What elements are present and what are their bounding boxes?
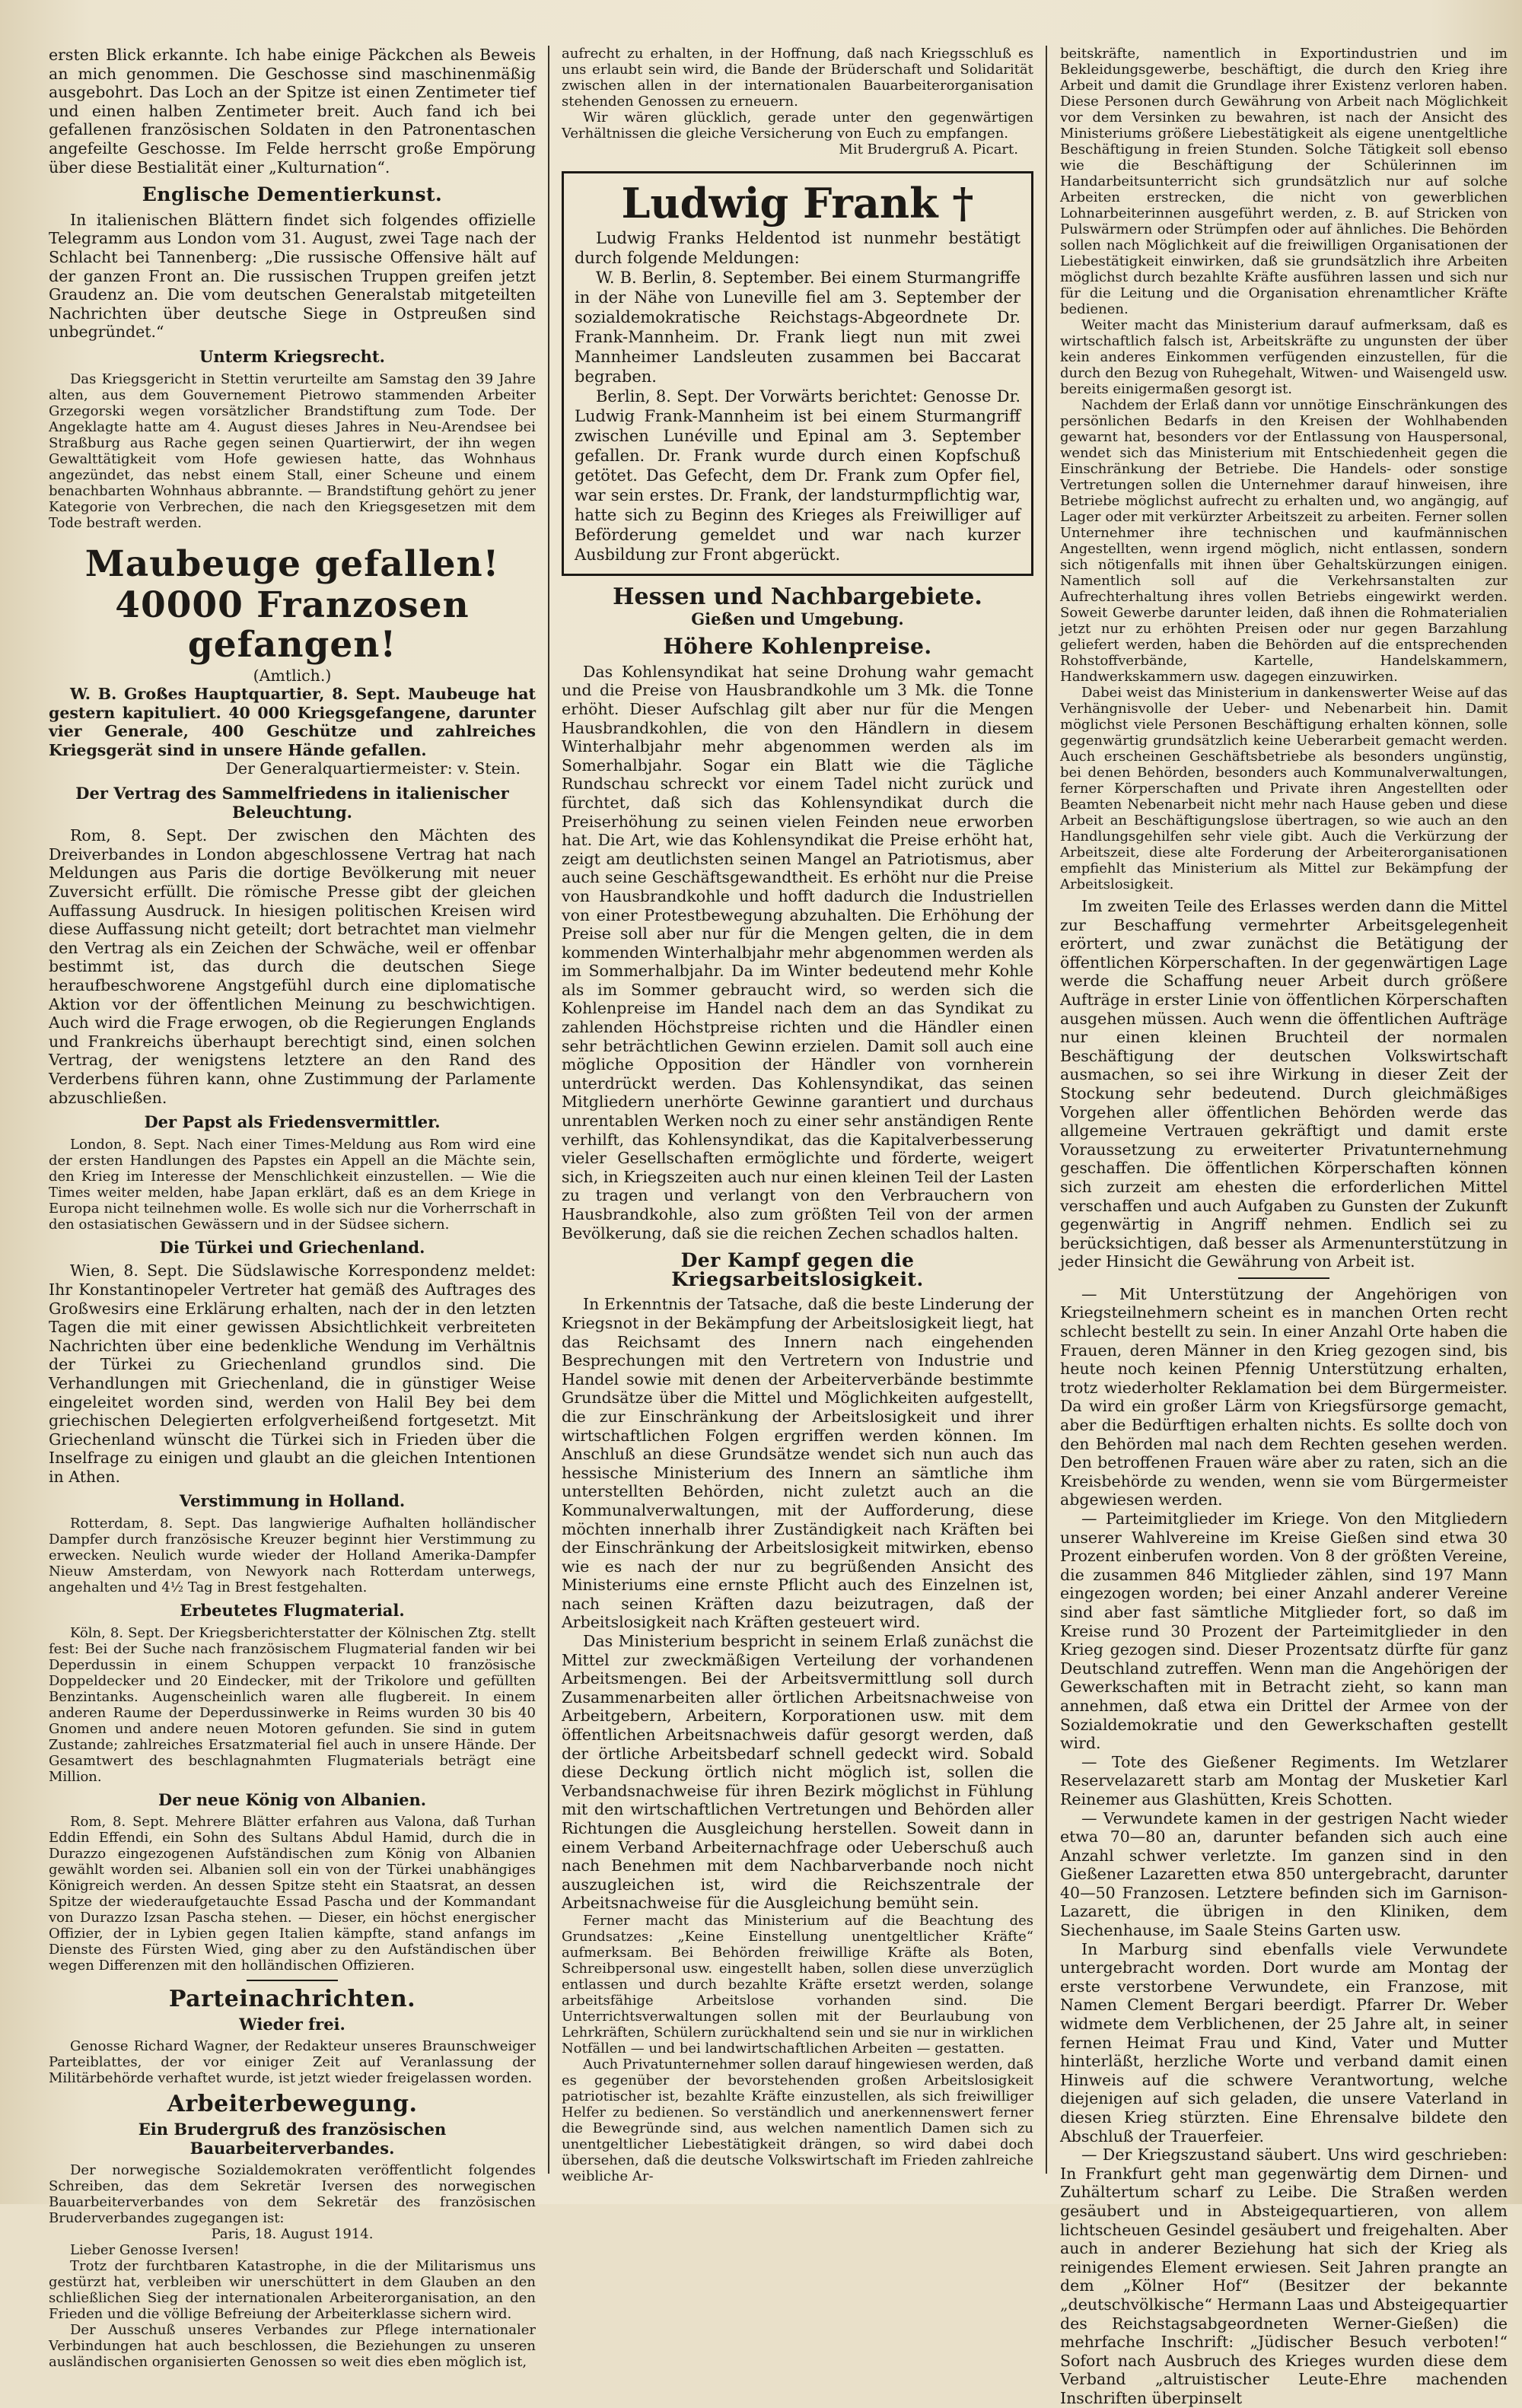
obituary-title: Ludwig Frank † [621,179,974,227]
article-text: W. B. Großes Hauptquartier, 8. Sept. Maubeuge hat gestern kapituliert. 40 000 Kriegsgefangene, darunter vier Generale, 400 Geschütze und zahlreiches Kriegsgerät sind in unsere Hände gefallen. [49,685,536,759]
article-text: W. B. Berlin, 8. September. Bei einem Sturmangriffe in der Nähe von Luneville fiel am 3. September der sozialdemokratische Reichstags-Abgeordnete Dr. Frank-Mannheim. Dr. Frank liegt nun mit zwei Mannheimer Landsleuten zusammen bei Baccarat begraben. [575,269,1021,386]
signature: Mit Brudergruß A. Picart. [839,142,1018,157]
headline-kriegsarbeitslosigkeit: Der Kampf gegen die Kriegsarbeitslosigkeit. [671,1249,924,1290]
article-text: aufrecht zu erhalten, in der Hoffnung, daß nach Kriegsschluß es uns erlaubt sein wird, die Bande der Brüderschaft und Solidarität zwischen allen in der internationalen Bauarbeiterorganisation stehenden Genossen zu erneuern. [562,46,1033,110]
article-text: — Parteimitglieder im Kriege. Von den Mitgliedern unserer Wahlvereine im Kreise Gießen sind etwa 30 Prozent einberufen worden. Von 8 der größten Vereine, die zusammen 846 Mitglieder zählen, sind 197 Mann eingezogen worden; bei einer Anzahl anderer Vereine sind aber fast sämtliche Mitglieder fort, so daß im Kreise rund 30 Prozent der Parteimitglieder in den Krieg gezogen sind. Dieser Prozentsatz dürfte für ganz Deutschland zutreffen. Wenn man die Angehörigen der Gewerkschaften mit in Betracht zieht, so kann man annehmen, daß etwa ein Drittel der Armee von der Sozialdemokratie und den Gewerkschaften gestellt wird. [1060,1509,1508,1753]
article-text: Rom, 8. Sept. Mehrere Blätter erfahren aus Valona, daß Turhan Eddin Effendi, ein Sohn des Sultans Abdul Hamid, durch die in Durazzo eingezogenen Aufständischen zum König von Albanien gewählt worden sei. Albanien soll ein von der Türkei unabhängiges Königreich werden. An dessen Spitze steht ein Staatsrat, an dessen Spitze der wiederaufgetauchte Essad Pascha und der Kommandant von Durazzo Izsan Pascha stehen. — Dieser, ein höchst energischer Offizier, der in Lybien gegen Italien kämpfte, stand anfangs im Dienste des Fürsten Wied, ging aber zu den Aufständischen über wegen Differenzen mit den holländischen Offizieren. [49,1814,536,1974]
column-2 [562,46,1033,2184]
headline-kohlenpreise: Höhere Kohlenpreise. [663,634,932,660]
article-text: Weiter macht das Ministerium darauf aufmerksam, daß es wirtschaftlich falsch ist, Arbeitskräfte zu ungunsten der über kein anderes Einkommen verfügenden einzustellen, für die durch den Bezug von Ruhegehalt, Witwen- und Waisengeld usw. bereits einigermaßen gesorgt ist. [1060,317,1508,397]
section-title: Hessen und Nachbargebiete. [613,584,982,610]
amtlich-label: (Amtlich.) [253,666,332,685]
article-text: Ferner macht das Ministerium auf die Beachtung des Grundsatzes: „Keine Einstellung unentgeltlicher Kräfte“ aufmerksam. Bei Behörden freiwillige Kräfte als Boten, Schreibpersonal usw. eingestellt haben, sollen diese unverzüglich entlassen und durch bezahlte Kräfte ersetzt werden, solange arbeitsfähige Arbeitslose vorhanden sind. Die Unterrichtsverwaltungen sollen mit der Beurlaubung von Lehrkräften, Schülern zurückhaltend sein und sie nur in wirklichen Notfällen — und bei landwirtschaftlichen Arbeiten — gestatten. [562,1912,1033,2057]
article-text: Auch Privatunternehmer sollen darauf hingewiesen werden, daß es gegenüber der bevorstehenden großen Arbeitslosigkeit patriotischer ist, bezahlte Kräfte einzustellen, als sich freiwilliger Helfer zu bedienen. So verständlich und anerkennenswert ferner die Bewegründe sind, aus welchen namentlich Damen sich zu unentgeltlicher Liebestätigkeit drängen, so wird dabei doch übersehen, daß die deutsche Volkswirtschaft im Frieden zahlreiche weibliche Ar- [562,2056,1033,2184]
headline-albanien: Der neue König von Albanien. [158,1789,427,1809]
headline-vertrag: Der Vertrag des Sammelfriedens in italienischer Beleuchtung. [75,784,509,822]
article-text: Nachdem der Erlaß dann vor unnötige Einschränkungen des persönlichen Bedarfs in den Kreisen der Wohlhabenden gewarnt hat, besonders vor der Entlassung von Hauspersonal, wendet sich das Ministerium mit Entschiedenheit gegen die Einschränkung der Betriebe. Die Handels- oder sonstige Vertretungen sollen die Unternehmer darauf hinweisen, ihre Betriebe möglichst aufrecht zu erhalten und, wo angängig, auf Lager oder mit verkürzter Arbeitszeit zu arbeiten. Ferner sollen Unternehmer ihre technischen und kaufmännischen Angestellten, wenn irgend möglich, nicht entlassen, sondern sich nötigenfalls mit ihnen über Gehaltskürzungen einigen. Namentlich soll auf die Verkehrsanstalten zur Aufrechterhaltung ihres vollen Betriebs eingewirkt werden. Soweit Gewerbe darunter leiden, daß ihnen die Rohmaterialien jetzt nur zu erhöhten Preisen oder nur gegen Barzahlung geliefert werden, haben die Behörden auf die entsprechenden Rohstoffverbände, Kartelle, Handelskammern, Handwerkskammern usw. dagegen einzuwirken. [1060,397,1508,685]
article-text: Wir wären glücklich, gerade unter den gegenwärtigen Verhältnissen die gleiche Versicherung von Euch zu empfangen. [562,110,1033,142]
article-text: Das Kohlensyndikat hat seine Drohung wahr gemacht und die Preise von Hausbrandkohle um 3 Mk. die Tonne erhöht. Dieser Aufschlag gilt aber nur für die Mengen Hausbrandkohlen, die von den Händlern in diesem Winterhalbjahr mehr abgenommen werden als im Somerhalbjahr. Sogar ein Blatt wie die Tägliche Rundschau schreckt vor einem Tadel nicht zurück und fürchtet, daß sich das Kohlensyndikat durch die Preiserhöhung zu seinen vielen Feinden neue erworben hat. Die Art, wie das Kohlensyndikat die Preise erhöht hat, zeigt am deutlichsten seinen Mangel an Patriotismus, aber auch seine Geschäftsgewandtheit. Es erhöht nur die Preise von Hausbrandkohle und hofft dadurch die Industriellen von einer Protestbewegung abzuhalten. Die Erhöhung der Preise soll aber nur für die Mengen gelten, die in dem kommenden Winterhalbjahr mehr abgenommen werden als im Sommerhalbjahr. Da im Winter bedeutend mehr Kohle als im Sommer gebraucht wird, so werden sich die Kohlenpreise im Handel nach dem an das Syndikat zu zahlenden Höchstpreise richten und die Händler einen sehr beträchtlichen Gewinn erzielen. Damit soll auch eine mögliche Opposition der Händler von vornherein unterdrückt werden. Das Kohlensyndikat, das seinen Mitgliedern unerhörte Gewinne garantiert und durchaus unrentablen Werken noch zu einer sehr anständigen Rente verhilft, das Kohlensyndikat, das die Kapitalverbesserung vieler Gesellschaften ermöglichte und förderte, weigert sich, in Kriegszeiten auch nur einen kleinen Teil der Lasten zu tragen und verlangt von den Verbrauchern von Hausbrandkohle, also zum größten Teil von der armen Bevölkerung, daß sie die reichen Zechen schadlos halten. [562,662,1033,1242]
article-text: Rom, 8. Sept. Der zwischen den Mächten des Dreiverbandes in London abgeschlossene Vertrag hat nach Meldungen aus Paris die dortige Bevölkerung mit neuer Zuversicht erfüllt. Die römische Presse gibt der gleichen Auffassung Ausdruck. In hiesigen politischen Kreisen wird diese Auffassung nicht geteilt; dort betrachtet man vielmehr den Vertrag als ein Zeichen der Schwäche, weil er offenbar bestimmt ist, das durch die deutschen Siege heraufbeschworene Angstgefühl durch eine diplomatische Aktion vor der öffentlichen Meinung zu beschwichtigen. Auch wird die Frage erwogen, ob die Regierungen Englands und Frankreichs überhaupt berechtigt sind, einen solchen Vertrag, der wenigstens letztere an den Rand des Verderbens führen kann, ohne Zustimmung der Parlamente abzuschließen. [49,826,536,1107]
article-text: Genosse Richard Wagner, der Redakteur unseres Braunschweiger Parteiblattes, der vor einiger Zeit auf Veranlassung der Militärbehörde verhaftet wurde, ist jetzt wieder freigelassen worden. [49,2038,536,2087]
headline-kriegsrecht: Unterm Kriegsrecht. [199,346,385,366]
letter-date: Paris, 18. August 1914. [211,2226,374,2243]
headline-maubeuge: Maubeuge gefallen! [84,542,500,585]
headline-holland: Verstimmung in Holland. [179,1491,406,1511]
article-text: — Tote des Gießener Regiments. Im Wetzlarer Reservelazarett starb am Montag der Musketier Karl Reinemer aus Glashütten, Kreis Schotten. [1060,1752,1508,1808]
article-text: London, 8. Sept. Nach einer Times-Meldung aus Rom wird eine der ersten Handlungen des Papstes ein Appell an die Mächte sein, den Krieg im Interesse der Menschlichkeit einzustellen. — Wie die Times weiter melden, habe Japan erklärt, daß es an dem Kriege in Europa nicht teilnehmen wolle. Es wolle sich nur die Vorherrschaft in den ostasiatischen Gewässern und in der Südsee sichern. [49,1136,536,1233]
headline-papst: Der Papst als Friedensvermittler. [144,1112,441,1132]
divider [1238,1277,1329,1279]
column-rule [548,46,549,2174]
article-text: Das Kriegsgericht in Stettin verurteilte am Samstag den 39 Jahre alten, aus dem Gouvernement Pietrowo stammenden Arbeiter Grzegorski wegen vorsätzlicher Brandstiftung zum Tode. Der Angeklagte hatte am 4. August dieses Jahres in Neu-Arendsee bei Straßburg aus Rache gegen seinen Quartierwirt, der ihn wegen Gewalttätigkeit vom Hofe gewiesen hatte, das Wohnhaus angezündet, das nebst einem Stall, einer Scheune und einem benachbarten Wohnhaus abbrannte. — Brandstiftung gehört zu jener Kategorie von Verbrechen, die nach den Kriegsgesetzen mit dem Tode bestraft werden. [49,371,536,531]
article-text: — Der Kriegszustand säubert. Uns wird geschrieben: In Frankfurt geht man gegenwärtig dem Dirnen- und Zuhältertum scharf zu Leibe. Die Straßen werden gesäubert und in Absteigequartieren, von allem lichtscheuen Gesindel gesäubert und freigehalten. Aber auch in anderer Beziehung hat sich der Krieg als reinigendes Element erwiesen. Seit Jahren prangte an dem „Kölner Hof“ (Besitzer der bekannte „deutschvölkische“ Hermann Laas und Absteigequartier des Reichstagsabgeordneten Werner-Gießen) die mehrfache Inschrift: „Jüdischer Besuch verboten!“ Sofort nach Ausbruch des Krieges wurden diese dem Verband „altruistischer Leute-Ehre machenden Inschriften überpinselt [1060,2146,1508,2407]
column-rule [1046,46,1047,2174]
article-text: — Verwundete kamen in der gestrigen Nacht wieder etwa 70—80 an, darunter befanden sich auch eine Anzahl schwer verletzte. Im ganzen sind in den Gießener Lazaretten etwa 850 untergebracht, darunter 40—50 Franzosen. Letztere befinden sich im Garnison-Lazarett, die übrigen in den Kliniken, dem Siechenhause, im Saale Steins Garten usw. [1060,1808,1508,1940]
headline-wieder-frei: Wieder frei. [239,2014,345,2034]
article-text: Köln, 8. Sept. Der Kriegsberichterstatter der Kölnischen Ztg. stellt fest: Bei der Suche nach französischem Flugmaterial fanden wir bei Deperdussin in einem Schuppen verpackt 10 französische Doppeldecker und 20 Eindecker, mit der Trikolore und gefüllten Benzintanks. Augenscheinlich waren alle flugbereit. In einem anderen Raume der Deperdussinwerke in Reims wurden 30 bis 40 Gnomen und andere neuen Motoren gefunden. Sie sind in gutem Zustande; zahlreiches Ersatzmaterial fiel auch in unsere Hände. Der Gesamtwert des beschlagnahmten Flugmaterials beträgt eine Million. [49,1624,536,1785]
divider [247,1980,338,1981]
article-text: Rotterdam, 8. Sept. Das langwierige Aufhalten holländischer Dampfer durch französische Kreuzer beginnt hier Verstimmung zu erwecken. Neulich wurde wieder der Holland Amerika-Dampfer Nieuw Amsterdam, von Newyork nach Rotterdam unterwegs, angehalten und 4½ Tag in Brest festgehalten. [49,1516,536,1596]
article-text: Im zweiten Teile des Erlasses werden dann die Mittel zur Beschaffung vermehrter Arbeitsgelegenheit erörtert, und zwar zunächst die Betätigung der öffentlichen Körperschaften. In der gegenwärtigen Lage werde die Schaffung neuer Arbeit durch größere Aufträge in erster Linie von öffentlichen Körperschaften ausgehen müssen. Auch wenn die öffentlichen Aufträge nur einen kleinen Bruchteil der normalen Beschäftigung der deutschen Volkswirtschaft ausmachen, so sei ihre Wirkung in dieser Zeit der Stockung sehr bedeutend. Durch gleichmäßiges Vorgehen aller öffentlichen Behörden werde das allgemeine Vertrauen gekräftigt und damit erste Voraussetzung zu erweiterter Privatunternehmung geschaffen. Die öffentlichen Körperschaften können sich zurzeit am ehesten die erforderlichen Mittel verschaffen und auch Aufgaben zu Gunsten der Zukunft gegenwärtig in Angriff nehmen. Endlich sei zu berücksichtigen, daß besser als Armenunterstützung in jeder Hinsicht die Gewährung von Arbeit ist. [1060,897,1508,1271]
section-subtitle: Gießen und Umgebung. [691,609,904,628]
article-text: Der norwegische Sozialdemokraten veröffentlicht folgendes Schreiben, das dem Sekretär Iversen des norwegischen Bauarbeiterverbandes von dem Sekretär des französischen Bruderverbandes zugegangen ist: [49,2162,536,2227]
headline-parteinachrichten: Parteinachrichten. [168,1986,416,2013]
headline-brudergruss: Ein Brudergruß des französischen Bauarbeiterverbandes. [138,2120,447,2158]
article-text: ersten Blick erkannte. Ich habe einige Päckchen als Beweis an mich genommen. Die Geschosse sind maschinenmäßig ausgebohrt. Das Loch an der Spitze ist einen Zentimeter tief und einen halben Zentimeter breit. Auch fand ich bei gefallenen französischen Soldaten in den Patronentaschen angefeilte Geschosse. Im Felde herrscht große Empörung über diese Bestialität einer „Kulturnation“. [49,46,536,177]
headline-dementierkunst: Englische Dementierkunst. [142,183,443,206]
article-text: Wien, 8. Sept. Die Südslawische Korrespondenz meldet: Ihr Konstantinopeler Vertreter hat gemäß des Auftrages des Großwesirs eine Erklärung erhalten, nach der in den letzten Tagen die mit einer gewissen Absichtlichkeit verbreiteten Nachrichten über eine bedenkliche Wendung im Verhältnis der Türkei zu Griechenland grundlos sind. Die Verhandlungen mit Griechenland, die in günstiger Weise eingeleitet worden sind, werden von Halil Bey bei dem griechischen Delegierten erfolgverheißend fortgesetzt. Mit Griechenland wünscht die Türkei sich in Frieden über die Inselfrage zu einigen und glaubt an die gleichen Intentionen in Athen. [49,1261,536,1486]
article-text: Trotz der furchtbaren Katastrophe, in die der Militarismus uns gestürzt hat, verbleiben wir unerschüttert in dem Glauben an den schließlichen Sieg der internationalen Arbeiterorganisation, an den Frieden und die völlige Befreiung der Arbeiterklasse sichern wird. [49,2258,536,2323]
article-text: Das Ministerium bespricht in seinem Erlaß zunächst die Mittel zur zweckmäßigen Verteilung der vorhandenen Arbeitsmengen. Bei der Arbeitsvermittlung soll durch Zusammenarbeiten aller örtlichen Arbeitsnachweise von Arbeitgebern, Arbeitern, Korporationen usw. mit dem öffentlichen Arbeitsnachweis dafür gesorgt werden, daß der örtliche Arbeitsbedarf schnell gedeckt wird. Sobald diese Deckung örtlich nicht möglich ist, sollen die Verbandsnachweise für ihren Bezirk möglichst in Fühlung mit den wirtschaftlichen Vertretungen und Behörden aller Richtungen die Ausgleichung herstellen. Soweit dann in einem Verband Arbeiternachfrage oder Ueberschuß auch nach Benehmen mit dem Nachbarverbande noch nicht auszugleichen ist, wird die Reichszentrale der Arbeitsnachweise für die Ausgleichung bemüht sein. [562,1632,1033,1913]
headline-arbeiterbewegung: Arbeiterbewegung. [167,2091,418,2118]
article-text: Der Ausschuß unseres Verbandes zur Pflege internationaler Verbindungen hat auch beschlossen, die Beziehungen zu unseren ausländischen organisierten Genossen so weit dies eben möglich ist, [49,2322,536,2371]
headline-tuerkei: Die Türkei und Griechenland. [159,1237,425,1257]
column-1 [49,46,536,2371]
article-text: In Erkenntnis der Tatsache, daß die beste Linderung der Kriegsnot in der Bekämpfung der Arbeitslosigkeit liegt, hat das Reichsamt des Innern nach eingehenden Besprechungen mit den Vertretern von Industrie und Handel sowie mit denen der Arbeiterverbände bestimmte Grundsätze über die Mittel und Möglichkeiten aufgestellt, die zur Einschränkung der Arbeitslosigkeit und ihrer wirtschaftlichen Folgen ergriffen werden können. Im Anschluß an diese Grundsätze wendet sich nun auch das hessische Ministerium des Innern an sämtliche ihm unterstellten Behörden, nicht zuletzt auch an die Kommunalverwaltungen, mit der Aufforderung, diese möchten innerhalb ihrer Zuständigkeit nach Kräften bei der Einschränkung der Arbeitslosigkeit mitwirken, ebenso wie es nach der nur zu begrüßenden Ansicht des Ministeriums eine ernste Pflicht auch des Einzelnen ist, nach seinen Kräften dazu beizutragen, daß der Arbeitslosigkeit nach Kräften gesteuert wird. [562,1295,1033,1632]
article-text: — Mit Unterstützung der Angehörigen von Kriegsteilnehmern scheint es in manchen Orten recht schlecht bestellt zu sein. In einer Anzahl Orte haben die Frauen, deren Männer in den Krieg gezogen sind, bis heute noch keinen Pfennig Unterstützung erhalten, trotz wiederholter Reklamation bei dem Bürgermeister. Da wird ein großer Lärm von Kriegsfürsorge gemacht, aber die Bedürftigen erhalten nichts. Es sollte doch von den Behörden mal nach dem Rechten gesehen werden. Den betroffenen Frauen wäre aber zu raten, sich an die Kreisbehörde zu wenden, wenn sie vom Bürgermeister abgewiesen werden. [1060,1284,1508,1509]
article-text: In italienischen Blättern findet sich folgendes offizielle Telegramm aus London vom 31. August, zwei Tage nach der Schlacht bei Tannenberg: „Die russische Offensive hält auf der ganzen Front an. Die russischen Truppen greifen jetzt Graudenz an. Die vom deutschen Generalstab mitgeteilten Nachrichten über deutsche Siege in Ostpreußen sind unbegründet.“ [49,210,536,342]
signature: Der Generalquartiermeister: v. Stein. [225,759,521,778]
article-text: Dabei weist das Ministerium in dankenswerter Weise auf das Verhängnisvolle der Ueber- und Nebenarbeit hin. Damit möglichst viele Personen Beschäftigung erhalten können, solle gegenwärtig grundsätzlich keine Ueberarbeit gemacht werden. Auch erscheinen Geschäftsbetriebe als besonders ungünstig, bei denen Behörden, besonders auch Kommunalverwaltungen, ferner Körperschaften und Private ihren Angestellten oder Beamten Nebenarbeit nicht mehr nach Hause geben und diese Arbeit an Beschäftigungslose übertragen, so wie auch an den Handlungsgehilfen sehr viele gibt. Auch die Verkürzung der Arbeitszeit, diese alte Forderung der Arbeiterorganisationen empfiehlt das Ministerium als Mittel zur Bekämpfung der Arbeitslosigkeit. [1060,685,1508,892]
obituary-box [562,171,1033,576]
article-text: beitskräfte, namentlich in Exportindustrien und im Bekleidungsgewerbe, beschäftigt, die durch den Krieg ihre Arbeit und damit die Grundlage ihrer Existenz verloren haben. Diese Personen durch Gewährung von Arbeit nach Möglichkeit vor dem Versinken zu bewahren, ist nach der Ansicht des Ministeriums größere Liebestätigkeit als eigene unentgeltliche Beschäftigung in freien Stunden. Solche Tätigkeit soll ebenso wie die Beschäftigung der Schülerinnen im Handarbeitsunterricht sich grundsätzlich nur auf solche Arbeiten erstrecken, die nicht von gewerblichen Lohnarbeiterinnen ausgeführt werden, z. B. auf Stricken von Pulswärmern oder Strümpfen oder auf ähnliches. Die Behörden sollen nach Möglichkeit auf die freiwilligen Organisationen der Liebestätigkeit einwirken, daß sie grundsätzlich ihre Arbeiten möglichst durch bezahlte Kräfte ausführen lassen und sich nur für die Leitung und die Organisation ehrenamtlicher Kräfte bedienen. [1060,46,1508,317]
letter-salutation: Lieber Genosse Iversen! [70,2242,240,2259]
article-text: Berlin, 8. Sept. Der Vorwärts berichtet: Genosse Dr. Ludwig Frank-Mannheim ist bei einem Sturmangriff zwischen Lunéville und Epinal am 3. September gefallen. Dr. Frank wurde durch einen Kopfschuß getötet. Das Gefecht, dem Dr. Frank zum Opfer fiel, war sein erstes. Dr. Frank, der landsturmpflichtig war, hatte sich zu Beginn des Krieges als Freiwilliger auf Beförderung gemeldet und war nach kurzer Ausbildung zur Front abgerückt. [575,387,1021,564]
headline-flugmaterial: Erbeutetes Flugmaterial. [180,1601,405,1621]
column-3 [1060,46,1508,2407]
article-text: In Marburg sind ebenfalls viele Verwundete untergebracht worden. Dort wurde am Montag der erste verstorbene Verwundete, ein Franzose, mit Namen Clement Bergari beerdigt. Pfarrer Dr. Weber widmete dem Verblichenen, der 25 Jahre alt, in seiner fernen Heimat Frau und Kind, Vater und Mutter hinterläßt, herzliche Worte und verband damit einen Hinweis auf die schwere Verantwortung, welche diejenigen auf sich geladen, die unsere Vaterland in diesen Krieg stürzten. Eine Ehrensalve bildete den Abschluß der Trauerfeier. [1060,1939,1508,2146]
headline-gefangen: 40000 Franzosen gefangen! [115,584,470,666]
article-text: Ludwig Franks Heldentod ist nunmehr bestätigt durch folgende Meldungen: [575,229,1021,267]
